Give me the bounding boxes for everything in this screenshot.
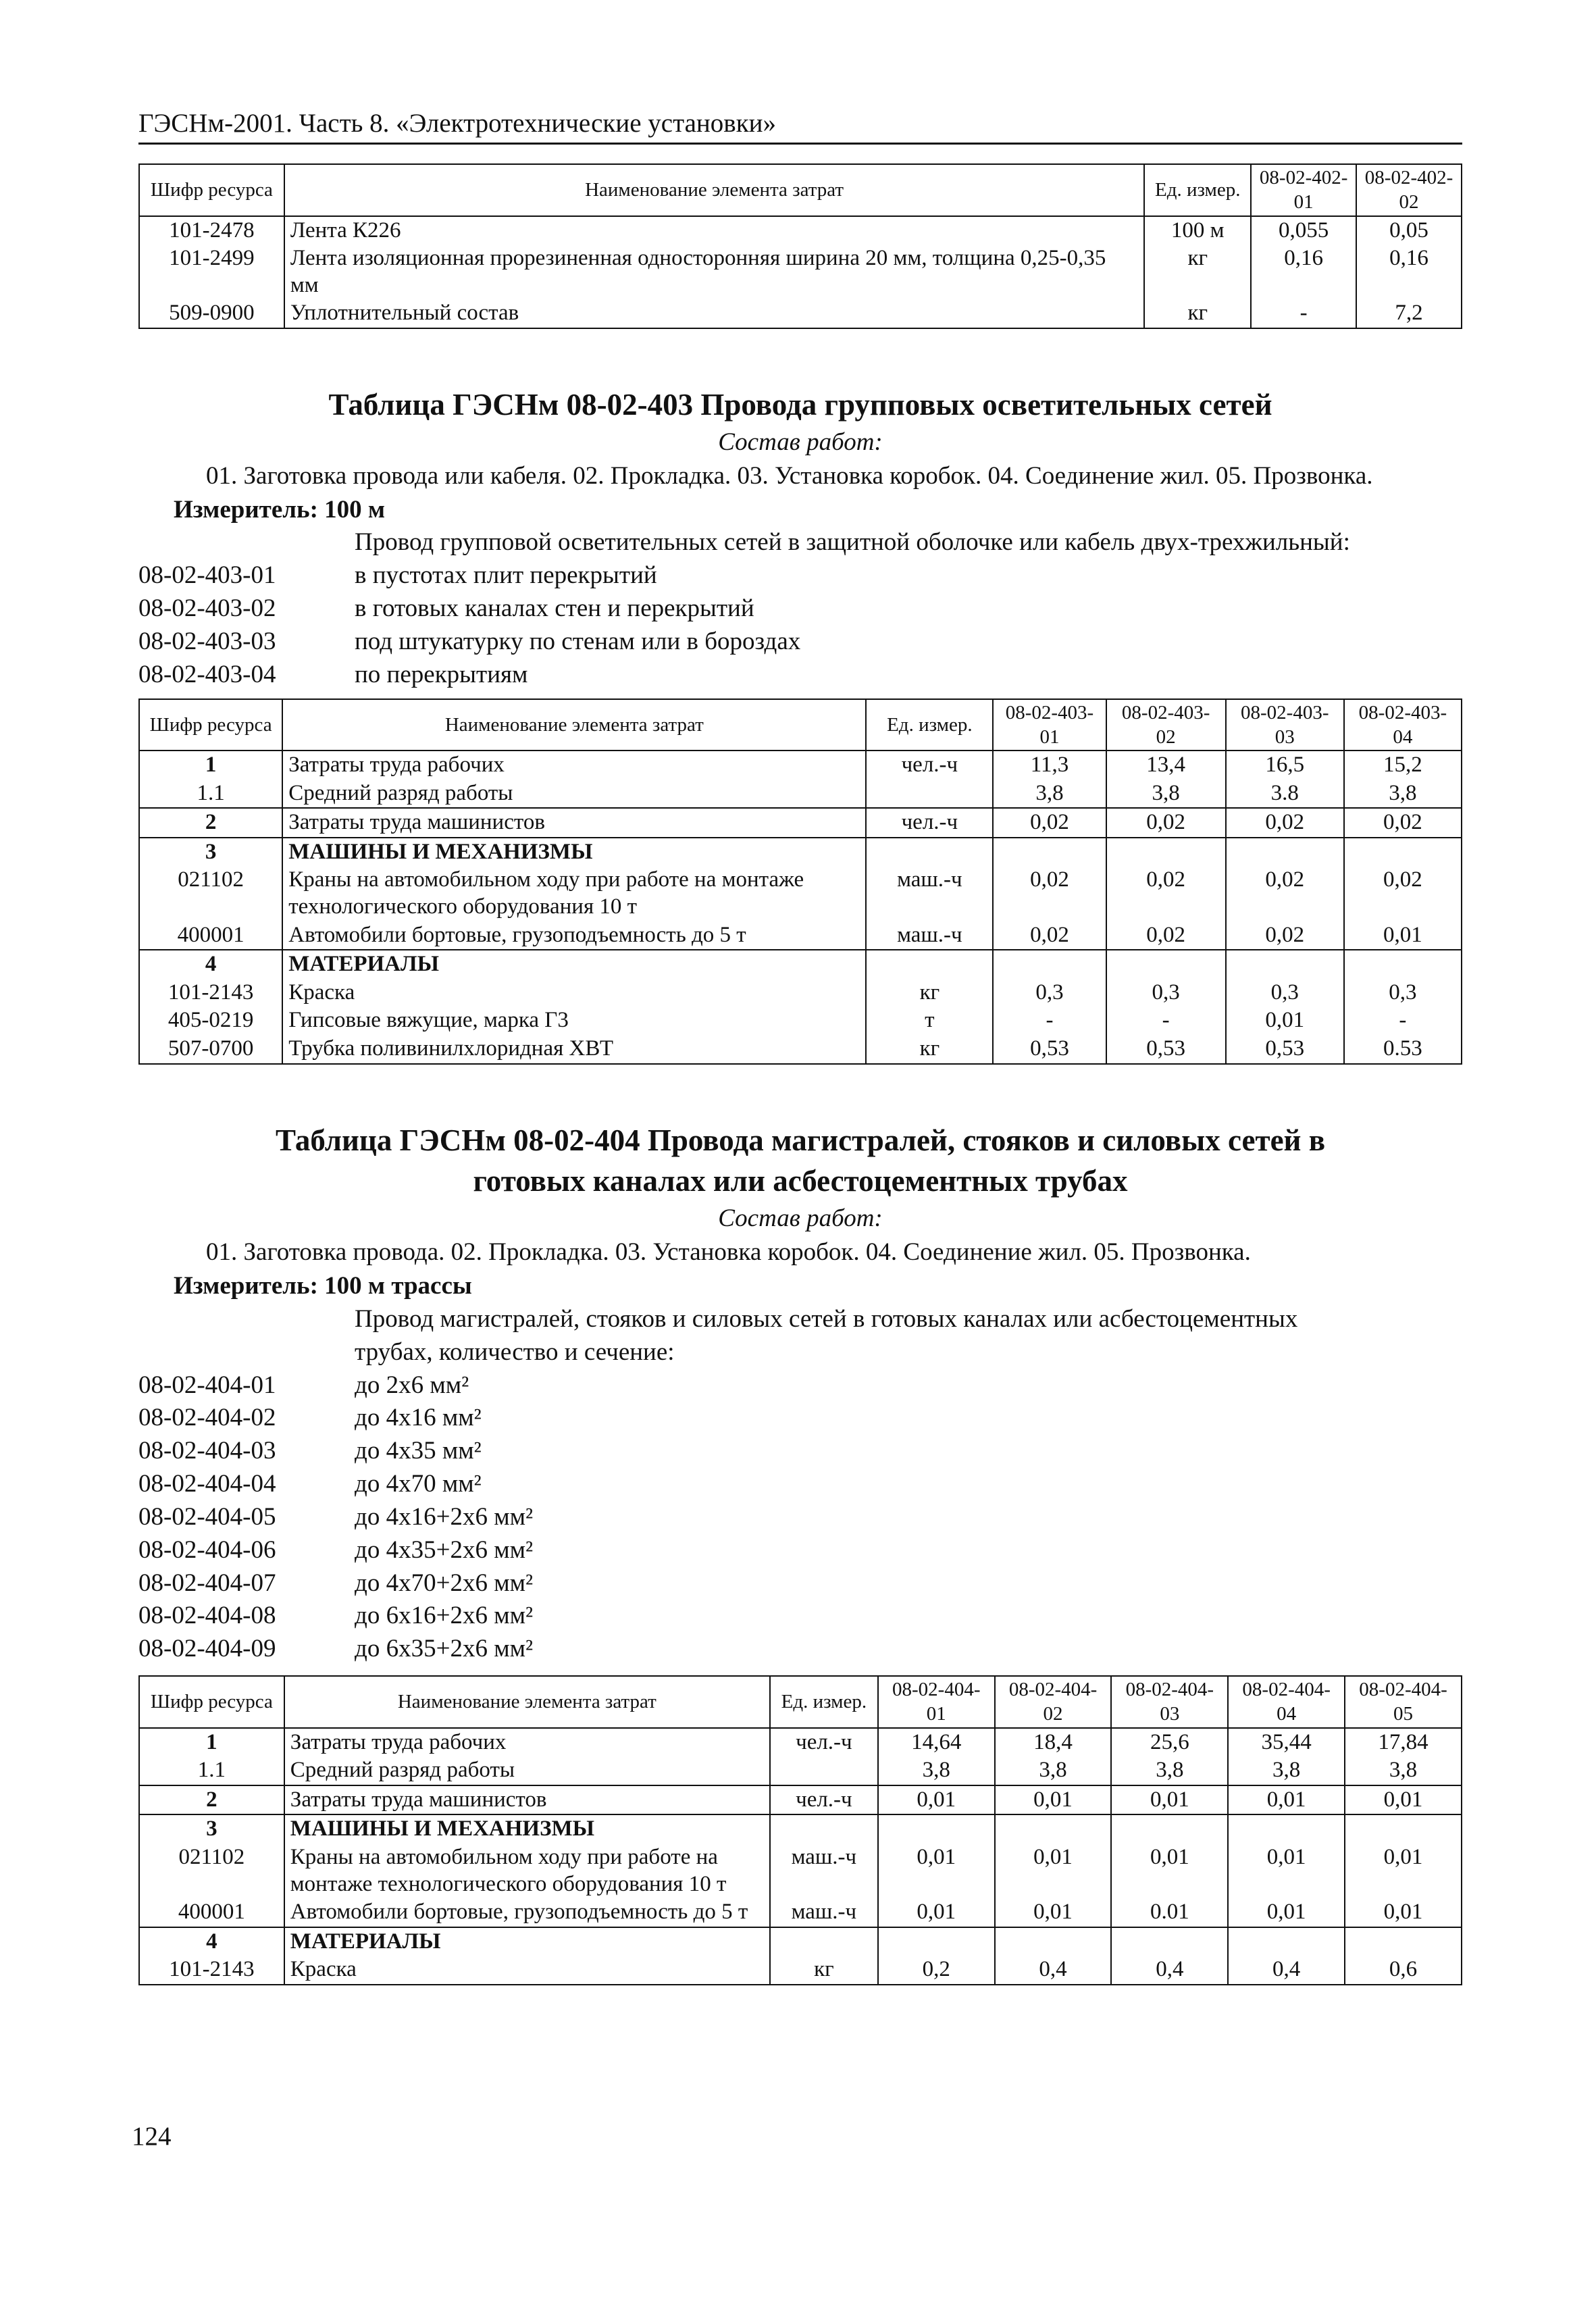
value: 13,4 [1106,751,1226,780]
value: 0,02 [993,921,1106,950]
value: 3.8 [1226,780,1344,809]
resource-code: 101-2143 [139,979,282,1007]
item-text: до 4х35+2х6 мм² [355,1535,534,1564]
item-list-intro: Провод магистралей, стояков и силовых сетей в готовых каналах или асбестоцементных трубах, количество и сечение: [355,1304,1298,1366]
table-row [139,921,1462,950]
table-row [139,1956,1462,1985]
value: 0,02 [1344,808,1462,838]
resource-code: 101-2478 [139,216,284,245]
header-cell: 08-02-404-03 [1111,1676,1228,1728]
item-text: по перекрытиям [355,660,528,688]
table-row [139,1927,1462,1956]
unit: кг [866,1035,993,1064]
value: 0,53 [1106,1035,1226,1064]
value: 0,01 [878,1898,995,1927]
resource-code: 3 [139,838,282,867]
resource-code: 2 [139,808,282,838]
list-item [138,559,1462,592]
value: 0,01 [995,1785,1112,1815]
list-item [138,1600,1462,1633]
value: 0,3 [1226,979,1344,1007]
cost-element: Лента изоляционная прорезиненная односторонняя ширина 20 мм, толщина 0,25-0,35 мм [284,245,1144,299]
value: 0,3 [1106,979,1226,1007]
item-code: 08-02-404-01 [138,1371,276,1399]
work-composition-title: Состав работ: [718,1204,883,1233]
resource-code: 1 [139,751,282,780]
resource-code: 021102 [139,1844,284,1898]
value: 0,01 [878,1785,995,1815]
value: 0,16 [1251,245,1356,299]
value: 0,01 [995,1844,1112,1898]
item-text: до 4х16 мм² [355,1404,482,1432]
item-code: 08-02-404-02 [138,1404,276,1432]
resource-code: 101-2499 [139,245,284,299]
resource-code: 101-2143 [139,1956,284,1985]
resource-code: 2 [139,1785,284,1815]
table-row [139,866,1462,921]
unit: маш.-ч [770,1898,878,1927]
item-text: под штукатурку по стенам или в бороздах [355,627,801,655]
unit: кг [866,979,993,1007]
unit: маш.-ч [866,921,993,950]
table-row [139,950,1462,979]
cost-element: Затраты труда машинистов [282,808,866,838]
section-title: Таблица ГЭСНм 08-02-404 Провода магистралей, стояков и силовых сетей в готовых каналах или асбестоцементных трубах [275,1123,1326,1198]
section-403 [138,384,1462,1065]
value: 0.01 [1111,1898,1228,1927]
list-item [138,659,1462,692]
item-code: 08-02-404-05 [138,1502,276,1531]
list-item [138,626,1462,659]
work-composition-text: 01. Заготовка провода. 02. Прокладка. 03. Установка коробок. 04. Соединение жил. 05. Прозвонка. [206,1238,1251,1267]
value: 0,01 [1345,1785,1462,1815]
value: 17,84 [1345,1728,1462,1757]
header-cell: 08-02-402-02 [1356,164,1462,216]
value: 0,02 [993,866,1106,921]
list-item [138,592,1462,626]
resource-code: 509-0900 [139,299,284,328]
unit [770,1756,878,1785]
value: 3,8 [1344,780,1462,809]
header-cell: Шифр ресурса [139,1676,284,1728]
table-404 [138,1675,1462,1985]
item-code: 08-02-404-06 [138,1535,276,1564]
cost-element: Уплотнительный состав [284,299,1144,328]
resource-code: 4 [139,1927,284,1956]
page-number: 124 [132,2122,172,2151]
item-code: 08-02-403-01 [138,561,276,590]
item-text: до 4х70+2х6 мм² [355,1569,534,1597]
value: 0,02 [1106,921,1226,950]
value: 0,02 [1226,921,1344,950]
value: 0,4 [1228,1956,1345,1985]
value: 0,01 [1226,1007,1344,1035]
header-cell: 08-02-403-03 [1226,699,1344,751]
section-404 [138,1120,1462,1985]
header-cell: Ед. измер. [1144,164,1251,216]
value: 16,5 [1226,751,1344,780]
list-item [138,1468,1462,1501]
value: 11,3 [993,751,1106,780]
value: - [1251,299,1356,328]
unit: кг [1144,245,1251,299]
cost-element: Автомобили бортовые, грузоподъемность до 5 т [282,921,866,950]
value: 0,3 [993,979,1106,1007]
unit: чел.-ч [866,751,993,780]
value: 0,02 [1106,808,1226,838]
unit: чел.-ч [866,808,993,838]
cost-element: Краны на автомобильном ходу при работе на монтаже технологического оборудования 10 т [282,866,866,921]
section-heading: МАШИНЫ И МЕХАНИЗМЫ [284,1814,770,1844]
table-row [139,1756,1462,1785]
value: 0,02 [1226,866,1344,921]
table-row [139,1844,1462,1898]
measurer: Измеритель: 100 м трассы [174,1271,472,1300]
cost-element: Затраты труда машинистов [284,1785,770,1815]
cost-element: Автомобили бортовые, грузоподъемность до 5 т [284,1898,770,1927]
table-row [139,751,1462,780]
table-row [139,245,1462,299]
table-403 [138,698,1462,1065]
unit: 100 м [1144,216,1251,245]
header-cell: Шифр ресурса [139,164,284,216]
resource-code: 1.1 [139,1756,284,1785]
measurer: Измеритель: 100 м [174,495,386,524]
unit: маш.-ч [866,866,993,921]
header-cell: Наименование элемента затрат [282,699,866,751]
running-header: ГЭСНм-2001. Часть 8. «Электротехнические установки» [138,108,1462,145]
value: 0,01 [1345,1844,1462,1898]
cost-element: Гипсовые вяжущие, марка Г3 [282,1007,866,1035]
resource-code: 1 [139,1728,284,1757]
item-code: 08-02-403-03 [138,627,276,655]
section-heading: МАТЕРИАЛЫ [284,1927,770,1956]
item-text: до 6х35+2х6 мм² [355,1635,534,1663]
header-cell: Ед. измер. [770,1676,878,1728]
item-text: в пустотах плит перекрытий [355,561,657,590]
section-title: Таблица ГЭСНм 08-02-403 Провода групповых осветительных сетей [328,387,1272,422]
header-cell: 08-02-404-05 [1345,1676,1462,1728]
value: 0,01 [995,1898,1112,1927]
value: 3,8 [1111,1756,1228,1785]
table-row [139,1035,1462,1064]
list-item [138,1501,1462,1534]
header-cell: 08-02-404-02 [995,1676,1112,1728]
work-composition-title: Состав работ: [718,428,883,456]
table-row [139,1785,1462,1815]
value: 3,8 [993,780,1106,809]
unit: чел.-ч [770,1728,878,1757]
value: 0,01 [1228,1785,1345,1815]
table-row [139,1814,1462,1844]
value: 0,53 [993,1035,1106,1064]
list-item [138,1435,1462,1468]
cost-element: Лента К226 [284,216,1144,245]
cost-element: Затраты труда рабочих [284,1728,770,1757]
value: 0,02 [993,808,1106,838]
value: 0,01 [1111,1785,1228,1815]
value: - [1106,1007,1226,1035]
work-composition-text: 01. Заготовка провода или кабеля. 02. Прокладка. 03. Установка коробок. 04. Соединение жил. 05. Прозвонка. [206,461,1373,490]
header-cell: 08-02-402-01 [1251,164,1356,216]
value: 0,16 [1356,245,1462,299]
header-cell: 08-02-403-02 [1106,699,1226,751]
value: 0,6 [1345,1956,1462,1985]
list-item [138,1633,1462,1666]
value: 0,53 [1226,1035,1344,1064]
item-text: до 2х6 мм² [355,1371,469,1399]
value: 3,8 [1345,1756,1462,1785]
item-list [138,526,1462,691]
value: 0,02 [1106,866,1226,921]
value: 0.53 [1344,1035,1462,1064]
table-row [139,216,1462,245]
value: 18,4 [995,1728,1112,1757]
cost-element: Затраты труда рабочих [282,751,866,780]
unit: кг [1144,299,1251,328]
header-cell: Наименование элемента затрат [284,1676,770,1728]
item-code: 08-02-404-09 [138,1635,276,1663]
unit: чел.-ч [770,1785,878,1815]
resource-code: 400001 [139,1898,284,1927]
item-code: 08-02-404-04 [138,1470,276,1498]
header-cell: Шифр ресурса [139,699,282,751]
value: 0,01 [1111,1844,1228,1898]
header-cell: 08-02-403-04 [1344,699,1462,751]
value: 0,2 [878,1956,995,1985]
item-code: 08-02-403-04 [138,660,276,688]
header-cell: 08-02-404-04 [1228,1676,1345,1728]
value: 0,02 [1226,808,1344,838]
table-row [139,1007,1462,1035]
list-item [138,1534,1462,1567]
resource-code: 1.1 [139,780,282,809]
value: 0,01 [1345,1898,1462,1927]
value: 0,4 [995,1956,1112,1985]
table-row [139,1728,1462,1757]
value: 0,4 [1111,1956,1228,1985]
table-row [139,808,1462,838]
cost-element: Средний разряд работы [284,1756,770,1785]
item-text: до 6х16+2х6 мм² [355,1602,534,1630]
cost-element: Трубка поливинилхлоридная ХВТ [282,1035,866,1064]
value: 0,01 [1344,921,1462,950]
unit: кг [770,1956,878,1985]
list-item [138,1567,1462,1600]
table-row [139,838,1462,867]
value: 0,055 [1251,216,1356,245]
value: 3,8 [1106,780,1226,809]
table-row [139,299,1462,328]
table-row [139,780,1462,809]
cost-element: Краска [284,1956,770,1985]
item-code: 08-02-404-08 [138,1602,276,1630]
resource-code: 400001 [139,921,282,950]
header-cell: 08-02-403-01 [993,699,1106,751]
value: 0,01 [878,1844,995,1898]
unit [866,780,993,809]
header-cell: Ед. измер. [866,699,993,751]
header-cell: 08-02-404-01 [878,1676,995,1728]
cost-element: Средний разряд работы [282,780,866,809]
item-list-intro: Провод групповой осветительных сетей в защитной оболочке или кабель двух-трехжильный: [355,528,1350,557]
item-text: до 4х70 мм² [355,1470,482,1498]
table-402-continued [138,163,1462,329]
unit: маш.-ч [770,1844,878,1898]
resource-code: 3 [139,1814,284,1844]
item-text: в готовых каналах стен и перекрытий [355,594,754,623]
page [138,108,1462,1985]
value: 14,64 [878,1728,995,1757]
value: - [993,1007,1106,1035]
value: 0,3 [1344,979,1462,1007]
table-row [139,979,1462,1007]
resource-code: 507-0700 [139,1035,282,1064]
value: 0,05 [1356,216,1462,245]
value: 3,8 [1228,1756,1345,1785]
value: 3,8 [878,1756,995,1785]
value: 0,01 [1228,1844,1345,1898]
list-item [138,1369,1462,1402]
unit: т [866,1007,993,1035]
value: - [1344,1007,1462,1035]
item-list [138,1303,1462,1666]
value: 7,2 [1356,299,1462,328]
item-code: 08-02-403-02 [138,594,276,623]
list-item [138,1402,1462,1435]
cost-element: Краска [282,979,866,1007]
value: 15,2 [1344,751,1462,780]
header-cell: Наименование элемента затрат [284,164,1144,216]
resource-code: 405-0219 [139,1007,282,1035]
resource-code: 4 [139,950,282,979]
resource-code: 021102 [139,866,282,921]
table-row [139,1898,1462,1927]
item-code: 08-02-404-03 [138,1437,276,1465]
value: 35,44 [1228,1728,1345,1757]
item-code: 08-02-404-07 [138,1569,276,1597]
item-text: до 4х35 мм² [355,1437,482,1465]
value: 3,8 [995,1756,1112,1785]
section-heading: МАТЕРИАЛЫ [282,950,866,979]
cost-element: Краны на автомобильном ходу при работе на монтаже технологического оборудования 10 т [284,1844,770,1898]
value: 0,02 [1344,866,1462,921]
section-heading: МАШИНЫ И МЕХАНИЗМЫ [282,838,866,867]
value: 25,6 [1111,1728,1228,1757]
value: 0,01 [1228,1898,1345,1927]
item-text: до 4х16+2х6 мм² [355,1502,534,1531]
